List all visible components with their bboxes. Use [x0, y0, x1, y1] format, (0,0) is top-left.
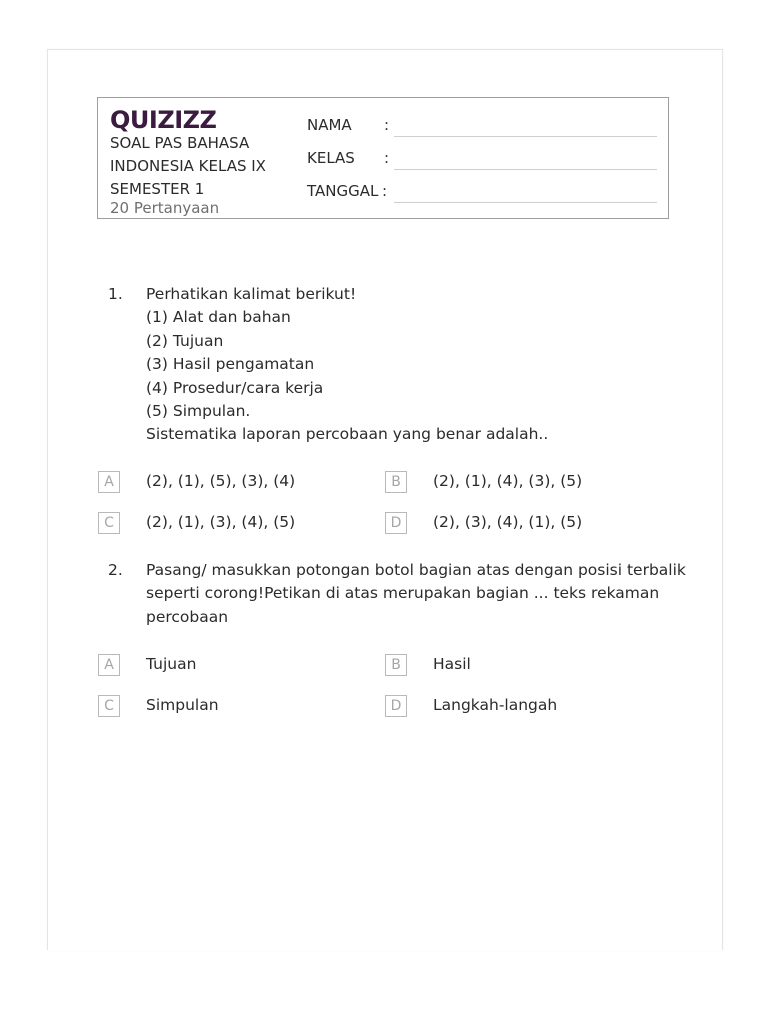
quiz-title	[110, 132, 290, 201]
option-a-letter: A	[98, 471, 120, 493]
question-line: (2) Tujuan	[146, 331, 224, 350]
class-field	[307, 149, 390, 167]
date-field	[307, 182, 388, 200]
name-label: NAMA	[307, 116, 352, 134]
option-c-letter: C	[98, 512, 120, 534]
date-colon: :	[382, 182, 388, 200]
question-line: (5) Simpulan.	[146, 402, 251, 421]
question-line: (4) Prosedur/cara kerja	[146, 378, 324, 397]
class-label: KELAS	[307, 149, 355, 167]
quiz-title-line: SOAL PAS BAHASA	[110, 134, 250, 152]
class-colon: :	[384, 149, 390, 167]
option-a-text: (2), (1), (5), (3), (4)	[146, 472, 296, 490]
date-label: TANGGAL	[307, 182, 379, 200]
question-line: (1) Alat dan bahan	[146, 308, 291, 327]
option-d-text: (2), (3), (4), (1), (5)	[433, 513, 583, 531]
option-b-text: (2), (1), (4), (3), (5)	[433, 472, 583, 490]
option-b-letter: B	[385, 654, 407, 676]
question-number: 2.	[108, 561, 123, 579]
option-c-text: Simpulan	[146, 696, 219, 714]
question-line: (3) Hasil pengamatan	[146, 355, 315, 374]
question-line: Pasang/ masukkan potongan botol bagian atas dengan posisi terbalik	[146, 561, 686, 579]
option-d-letter: D	[385, 512, 407, 534]
question-line: seperti corong!Petikan di atas merupakan bagian ... teks rekaman	[146, 584, 660, 603]
question-number: 1.	[108, 285, 123, 303]
option-b-text: Hasil	[433, 655, 471, 673]
option-d-letter: D	[385, 695, 407, 717]
option-d-text: Langkah-langah	[433, 696, 558, 714]
option-a-letter: A	[98, 654, 120, 676]
question-line: Perhatikan kalimat berikut!	[146, 285, 357, 303]
name-colon: :	[384, 116, 390, 134]
option-a-text: Tujuan	[146, 655, 197, 673]
question-line: percobaan	[146, 607, 229, 626]
option-c-text: (2), (1), (3), (4), (5)	[146, 513, 296, 531]
name-input-line[interactable]	[394, 136, 657, 137]
quiz-title-line: INDONESIA KELAS IX	[110, 157, 266, 175]
option-c-letter: C	[98, 695, 120, 717]
class-input-line[interactable]	[394, 169, 657, 170]
date-input-line[interactable]	[394, 202, 657, 203]
quiz-title-line: SEMESTER 1	[110, 180, 205, 198]
name-field	[307, 116, 390, 134]
option-b-letter: B	[385, 471, 407, 493]
quizizz-logo: QUIZIZZ	[110, 106, 217, 134]
question-line: Sistematika laporan percobaan yang benar adalah..	[146, 425, 549, 444]
question-text	[146, 283, 676, 447]
question-text	[146, 559, 686, 629]
question-count: 20 Pertanyaan	[110, 199, 220, 217]
